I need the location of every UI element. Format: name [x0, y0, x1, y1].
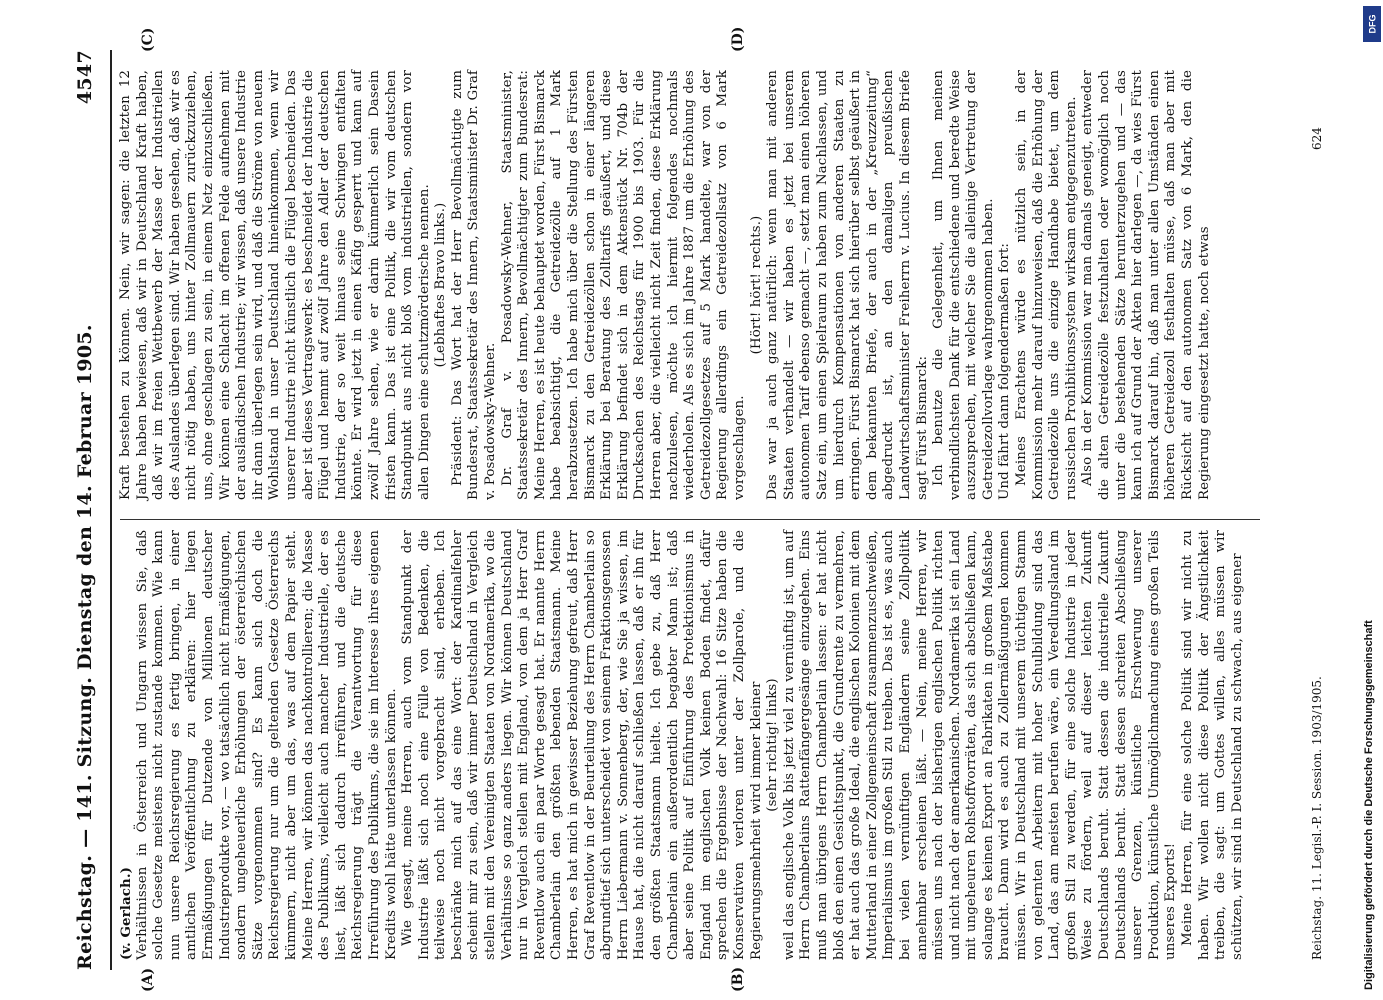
left-paragraph: Meine Herren, für eine solche Politik sind wir nicht zu haben. Wir wollen nicht diese Politik der Ängstlichkeit treiben, die sagt: um Gottes willen, alles müssen wir schützen, wir sind in Deutschland zu schwach, aus eigener: [1180, 530, 1245, 960]
right-paragraph: Das war ja auch ganz natürlich: wenn man mit anderen Staaten verhandelt — wir haben es jetzt bei unserem autonomen Tarif ebenso gemacht —, setzt man einen höheren Satz ein, um einen Spielraum zu haben zum Nachlassen, und um hierdurch Kompensationen von anderen Staaten zu erringen. Fürst Bismarck hat sich hierüber selbst geäußert in dem bekannten Briefe, der auch in der „Kreuzzeitung“ abgedruckt ist, an den damaligen preußischen Landwirtschaftsminister Freiherrn v. Lucius. In diesem Briefe sagt Fürst Bismarck:: [765, 70, 930, 500]
left-paragraph: weil das englische Volk bis jetzt viel zu vernünftig ist, um auf Herrn Chamberlains Rattenfängergesänge einzugehen. Eins muß man übrigens Herrn Chamberlain lassen: er hat nicht bloß den einen Gesichtspunkt, die Grundrente zu vermehren, er hat auch das große Ideal, die englischen Kolonien mit dem Mutterland in einer Zollgemeinschaft zusammenzuschweißen, Imperialismus im großen Stil zu treiben. Das ist es, was auch bei vielen vernünftigen Engländern seine Zollpolitik annehmbar erscheinen läßt. — Nein, meine Herren, wir müssen uns nach der bisherigen englischen Politik richten und nicht nach der amerikanischen. Nordamerika ist ein Land mit ungeheuren Rohstoffvorräten, das sich abschließen kann, solange es keinen Export an Fabrikaten in großem Maßstabe braucht. Dann wird es auch zu Zollermäßigungen kommen müssen. Wir in Deutschland mit unserem tüchtigen Stamm von gelernten Arbeitern mit hoher Schulbildung sind das Land, das am meisten berufen wäre, ein Veredlungsland im großen Stil zu werden, für eine solche Industrie in jeder Weise zu fördern, weil auf dieser leichten Zukunft Deutschlands beruht. Statt dessen die industrielle Zukunft Deutschlands beruht. Statt dessen schreiten Abschließung unserer Grenzen, künstliche Erschwerung unserer Produktion, künstliche Unmöglichmachung eines großen Teils unseres Exports!: [781, 530, 1179, 960]
left-column: [118, 530, 1246, 960]
right-paragraph: Präsident: Das Wort hat der Herr Bevollmächtigte zum Bundesrat, Staatssekretär des Innern, Staatsminister Dr. Graf v. Posadowsky-Wehner.: [449, 70, 499, 500]
right-paragraph: Und fährt dann folgendermaßen fort:: [997, 243, 1013, 500]
quoted-letter: Ich benutze die Gelegenheit, um Ihnen meinen verbindlichsten Dank für die entschiedene und beredte Weise auszusprechen, mit welcher Sie die alleinige Vertretung der Getreidezollvorlage wahrgenommen haben.: [931, 70, 996, 500]
right-column: [118, 70, 1213, 500]
interjection: (Lebhaftes Bravo links.): [433, 202, 449, 368]
digitization-credit: Digitalisierung gefördert durch die Deutsche Forschungsgemeinschaft: [1363, 620, 1375, 990]
marker-b: (B): [730, 966, 746, 992]
quoted-letter: Meines Erachtens würde es nützlich sein, in der Kommission mehr darauf hinzuweisen, daß die Erhöhung der Getreidezölle uns die einzige Handhabe bietet, um dem russischen Prohibitionssystem wirksam entgegenzutreten.: [1014, 70, 1079, 500]
column-divider: [120, 519, 1260, 520]
header-left: Reichstag. — 141. Sitzung.: [74, 676, 96, 970]
header-rule: [110, 50, 112, 970]
dfg-logo-text: DFG: [1367, 14, 1377, 34]
rotated-document-page: [40, 20, 1360, 1000]
speaker-head: (v. Gerlach.): [118, 866, 134, 960]
interjection: (sehr richtig! links): [765, 678, 781, 812]
right-paragraph: Kraft bestehen zu können. Nein, wir sagen: die letzten 12 Jahre haben bewiesen, daß wir in Deutschland Kraft haben, daß wir im freien Wettbewerb der Masse der Industriellen des Auslandes überlegen sind. Wir haben gesehen, daß wir es nicht nötig haben, uns hinter Zollmauern zurückzuziehen, uns, ohne geschlagen zu sein, in einem Netz einzuschließen. Wir können eine Schlacht im offenen Felde aufnehmen mit der ausländischen Industrie; wir wissen, daß unsere Industrie ihr dann überlegen sein wird, und daß die Ströme von neuem Wohlstand in unser Deutschland hineinkommen, wenn wir unserer Industrie nicht künstlich die Flügel beschneiden. Das aber ist dieses Vertragswerk: es beschneidet der Industrie die Flügel und hemmt auf zwölf Jahre den Adler der deutschen Industrie, der so weit hinaus seine Schwingen entfalten könnte. Er wird jetzt in einen Käfig gesperrt und kann auf zwölf Jahre sehen, wie er darin kümmerlich sein Dasein fristen kann. Das ist eine Politik, die wir vom deutschen Standpunkt aus nicht bloß vom industriellen, sondern vor allen Dingen eine schutzmörderische nennen.: [118, 70, 432, 500]
header-page-number: 4547: [74, 50, 96, 105]
left-paragraph: Verhältnissen in Österreich und Ungarn wissen Sie, daß solche Gesetze meistens nicht zustande kommen. Wie kann nun unsere Reichsregierung es fertig bringen, in einer amtlichen Veröffentlichung zu erklären: hier liegen Ermäßigungen für Dutzende von Millionen deutscher Industrieprodukte vor, — wo tatsächlich nicht Ermäßigungen, sondern ungeheuerliche Erhöhungen der österreichischen Sätze vorgenommen sind? Es kann sich doch die Reichsregierung nur um die geltenden Gesetze Österreichs kümmern, nicht aber um das, was auf dem Papier steht. Meine Herren, wir können das nachkontrollieren; die Masse des Publikums, vielleicht auch mancher Industrielle, der es liest, läßt sich dadurch irreführen, und die deutsche Reichsregierung trägt die Verantwortung für diese Irreführung des Publikums, die sie im Interesse ihres eigenen Kredits wohl hätte unterlassen können.: [134, 530, 399, 960]
dfg-logo: [1363, 6, 1381, 42]
marker-d: (D): [730, 26, 746, 52]
right-paragraph: Dr. Graf v. Posadowsky-Wehner, Staatsminister, Staatssekretär des Innern, Bevollmächtigter zum Bundesrat: Meine Herren, es ist heute behauptet worden, Fürst Bismarck habe beabsichtigt, die Getreidezölle auf 1 Mark herabzusetzen. Ich habe mich über die Stellung des Fürsten Bismarck zu den Getreidezöllen schon in einer längeren Erklärung bei Beratung des Zolltarifs geäußert, und diese Erklärung befindet sich in dem Aktenstück Nr. 704b der Drucksachen des Reichstags für 1900 bis 1903. Für die Herren aber, die vielleicht nicht Zeit finden, diese Erklärung nachzulesen, möchte ich hiermit folgendes nochmals wiederholen. Als es sich im Jahre 1887 um die Erhöhung des Getreidezollgesetzes auf 5 Mark handelte, war von der Regierung allerdings ein Getreidezollsatz von 6 Mark vorgeschlagen.: [499, 70, 747, 500]
right-paragraph: Also in der Kommission war man damals geneigt, entweder die alten Getreidezölle festzuhalten oder womöglich noch unter die bestehenden Sätze herunterzugehen und — das kann ich auf Grund der Akten hier darlegen —, da wies Fürst Bismarck darauf hin, daß man unter allen Umständen einen höheren Getreidezoll festhalten müsse, daß man aber mit Rücksicht auf den autonomen Satz von 6 Mark, den die Regierung eingesetzt hatte, noch etwas: [1080, 70, 1212, 500]
left-paragraph: Wie gesagt, meine Herren, auch vom Standpunkt der Industrie läßt sich noch eine Fülle von Bedenken, die teilweise noch nicht vorgebracht sind, erheben. Ich beschränke mich auf das eine Wort: der Kardinalfehler scheint mir zu sein, daß wir immer Deutschland in Vergleich stellen mit den Vereinigten Staaten von Nordamerika, wo die Verhältnisse so ganz anders liegen. Wir können Deutschland nur in Vergleich stellen mit England, von dem ja Herr Graf Reventlow auch ein paar Worte gesagt hat. Er nannte Herrn Chamberlain den größten lebenden Staatsmann. Meine Herren, es hat mich in gewisser Beziehung gefreut, daß Herr Graf Reventlow in der Beurteilung des Herrn Chamberlain so abgrundtief sich unterscheidet von seinem Fraktionsgenossen Herrn Liebermann v. Sonnenberg, der, wie Sie ja wissen, im Hause hat, die nicht darauf schließen lassen, daß er ihn für den größten Staatsmann hielte. Ich gebe zu, daß Herr Chamberlain ein außerordentlich begabter Mann ist; daß aber seine Politik auf Einführung des Protektionismus in England im englischen Volk keinen Boden findet, dafür sprechen die Ergebnisse der Nachwahl: 16 Sitze haben die Konservativen verloren unter der Zollparole, und die Regierungsmehrheit wird immer kleiner: [400, 530, 764, 960]
page-header: [74, 50, 104, 970]
header-date: Dienstag den 14. Februar 1905.: [74, 324, 96, 670]
marker-c: (C): [140, 27, 156, 52]
sheet-number: 624: [1310, 127, 1324, 150]
marker-a: (A): [140, 967, 156, 992]
session-footer: Reichstag. 11. Legisl.-P. I. Session. 1903/1905.: [1310, 676, 1324, 960]
interjection: (Hört! hört! rechts.): [748, 215, 764, 355]
